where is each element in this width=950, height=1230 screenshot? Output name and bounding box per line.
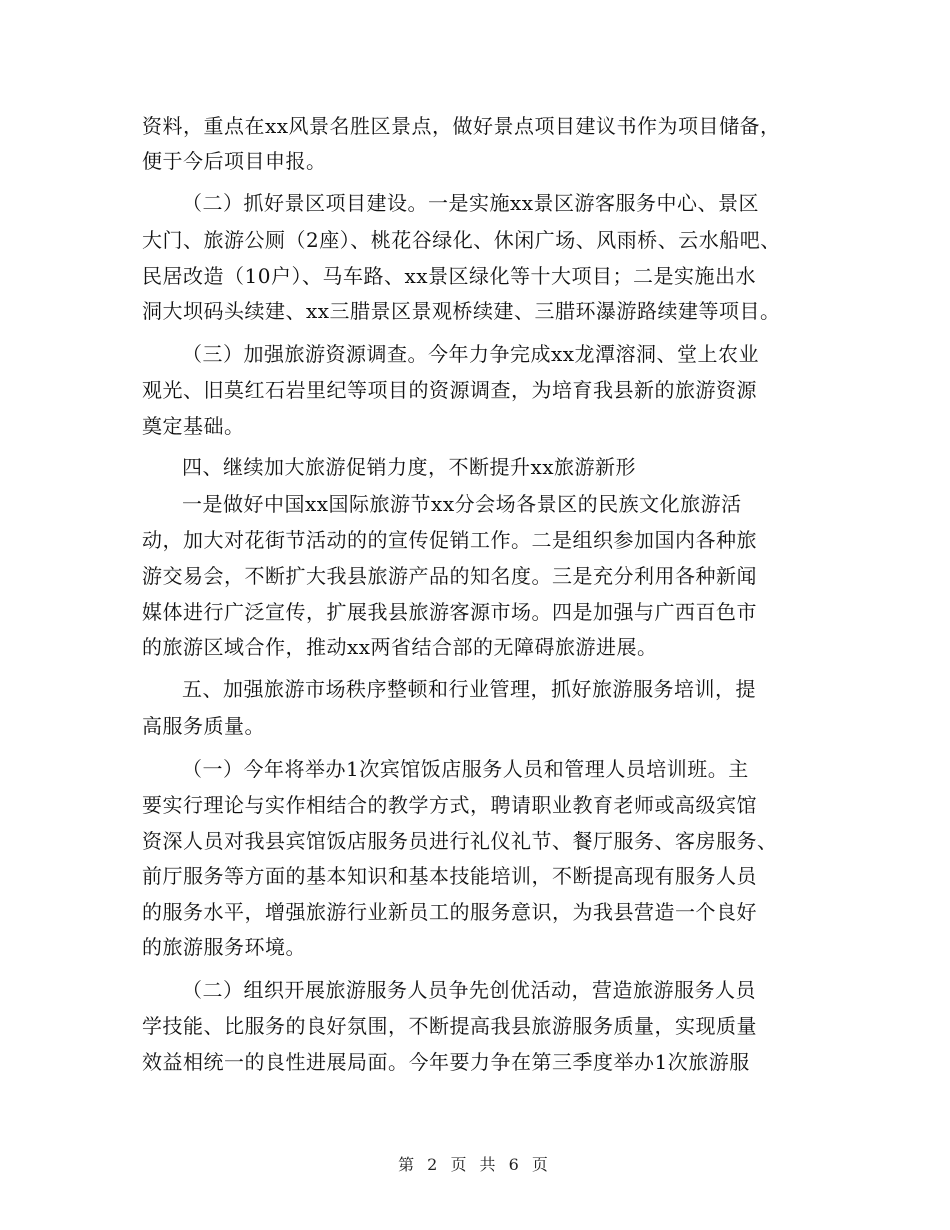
- section-heading: 四、继续加大旅游促销力度，不断提升xx旅游新形: [182, 455, 637, 479]
- text-line: （二）抓好景区项目建设。一是实施xx景区游客服务中心、景区: [182, 191, 760, 215]
- text-line: 大门、旅游公厕（2座）、桃花谷绿化、休闲广场、风雨桥、云水船吧、: [142, 228, 781, 252]
- text-line: 便于今后项目申报。: [142, 149, 327, 173]
- text-line: 的旅游服务环境。: [142, 935, 306, 959]
- text-line: 民居改造（10户）、马车路、xx景区绿化等十大项目；二是实施出水: [142, 264, 757, 288]
- text-line: 动，加大对花街节活动的的宣传促销工作。二是组织参加国内各种旅: [142, 528, 757, 552]
- text-line: （二）组织开展旅游服务人员争先创优活动，营造旅游服务人员: [182, 978, 756, 1002]
- text-line: 效益相统一的良性进展局面。今年要力争在第三季度举办1次旅游服: [142, 1050, 750, 1074]
- text-line: 奠定基础。: [142, 414, 245, 438]
- page-number-footer: 第 2 页 共 6 页: [398, 1155, 552, 1174]
- text-line: 观光、旧莫红石岩里纪等项目的资源调查，为培育我县新的旅游资源: [142, 378, 757, 402]
- text-line: 资料，重点在xx风景名胜区景点，做好景点项目建议书作为项目储备，: [142, 114, 781, 138]
- text-line: 前厅服务等方面的基本知识和基本技能培训，不断提高现有服务人员: [142, 864, 757, 888]
- text-line: 一是做好中国xx国际旅游节xx分会场各景区的民族文化旅游活: [182, 492, 742, 516]
- text-line: 学技能、比服务的良好氛围，不断提高我县旅游服务质量，实现质量: [142, 1014, 757, 1038]
- text-line: 媒体进行广泛宣传，扩展我县旅游客源市场。四是加强与广西百色市: [142, 600, 757, 624]
- text-line: 游交易会，不断扩大我县旅游产品的知名度。三是充分利用各种新闻: [142, 564, 757, 588]
- section-heading: 高服务质量。: [142, 714, 265, 738]
- text-line: 要实行理论与实作相结合的教学方式，聘请职业教育老师或高级宾馆: [142, 793, 757, 817]
- text-line: 洞大坝码头续建、xx三腊景区景观桥续建、三腊环瀑游路续建等项目。: [142, 299, 781, 323]
- text-line: 资深人员对我县宾馆饭店服务员进行礼仪礼节、餐厅服务、客房服务、: [142, 829, 778, 853]
- text-line: 的服务水平，增强旅游行业新员工的服务意识，为我县营造一个良好: [142, 900, 757, 924]
- text-line: （一）今年将举办1次宾馆饭店服务人员和管理人员培训班。主: [182, 757, 749, 781]
- text-line: 的旅游区域合作，推动xx两省结合部的无障碍旅游进展。: [142, 635, 658, 659]
- section-heading: 五、加强旅游市场秩序整顿和行业管理，抓好旅游服务培训，提: [182, 677, 756, 701]
- text-line: （三）加强旅游资源调查。今年力争完成xx龙潭溶洞、堂上农业: [182, 342, 760, 366]
